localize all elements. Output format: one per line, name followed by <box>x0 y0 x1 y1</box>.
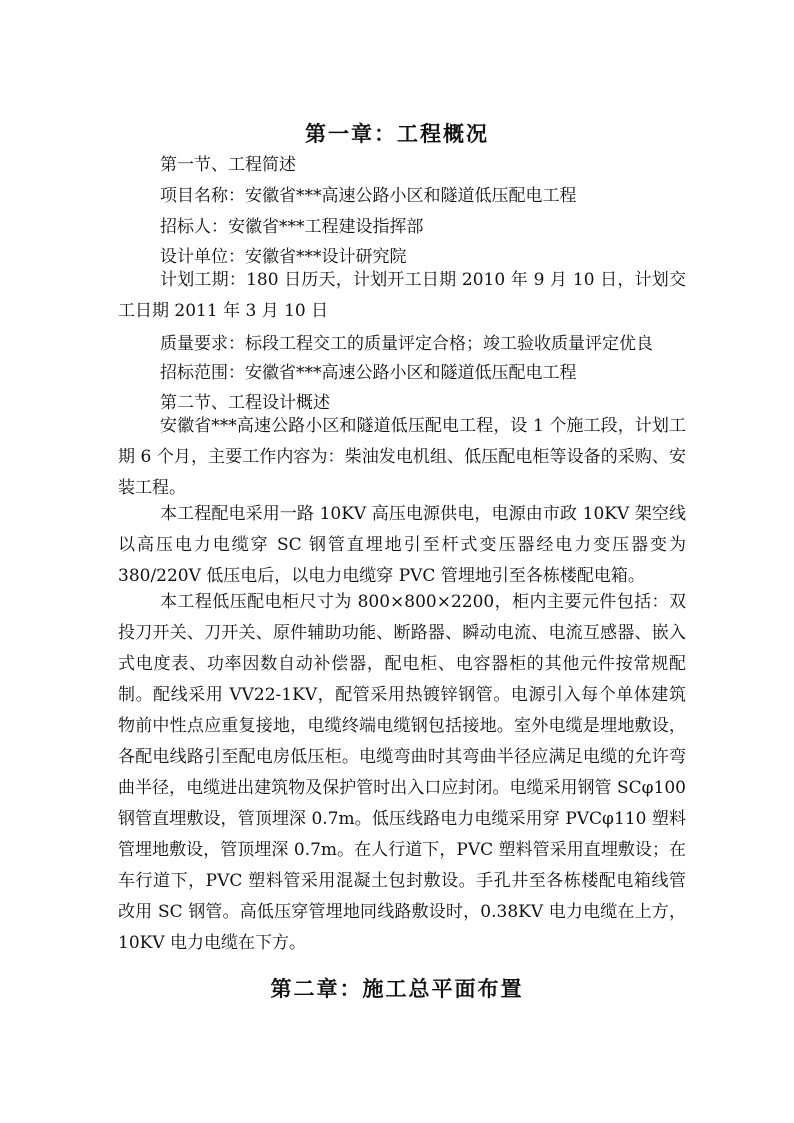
project-name: 项目名称：安徽省***高速公路小区和隧道低压配电工程 <box>160 186 577 206</box>
chapter-1-title: 第一章：工程概况 <box>305 121 489 146</box>
design-paragraph-2: 本工程配电采用一路 10KV 高压电源供电，电源由市政 10KV 架空线以高压电力电缆穿 SC 钢管直埋地引至杆式变压器经电力变压器变为 380/220V 低压电后，以电力电缆穿 PVC 管埋地引至各栋楼配电箱。 <box>118 504 686 586</box>
design-paragraph-3: 本工程低压配电柜尺寸为 800×800×2200，柜内主要元件包括：双投刀开关、刀开关、原件辅助功能、断路器、瞬动电流、电流互感器、嵌入式电度表、功率因数自动补偿器，配电柜、电容器柜的其他元件按常规配制。配线采用 VV22-1KV，配管采用热镀锌钢管。电源引入每个单体建筑物前中性点应重复接地，电缆终端电缆钢包括接地。室外电缆是埋地敷设，各配电线路引至配电房低压柜。电缆弯曲时其弯曲半径应满足电缆的允许弯曲半径，电缆进出建筑物及保护管时出入口应封闭。电缆采用钢管 SCφ100 钢管直埋敷设，管顶埋深 0.7m。低压线路电力电缆采用穿 PVCφ110 塑料管埋地敷设，管顶埋深 0.7m。在人行道下，PVC 塑料管采用直埋敷设；在车行道下，PVC 塑料管采用混凝土包封敷设。手孔井至各栋楼配电箱线管改用 SC 钢管。高低压穿管埋地同线路敷设时，0.38KV 电力电缆在上方，10KV 电力电缆在下方。 <box>118 592 686 953</box>
design-paragraph-1: 安徽省***高速公路小区和隧道低压配电工程，设 1 个施工段，计划工期 6 个月，主要工作内容为：柴油发电机组、低压配电柜等设备的采购、安装工程。 <box>118 416 686 498</box>
quality-requirement: 质量要求：标段工程交工的质量评定合格；竣工验收质量评定优良 <box>160 334 653 354</box>
section-2-heading: 第二节、工程设计概述 <box>160 393 330 413</box>
design-unit: 设计单位：安徽省***设计研究院 <box>160 247 407 267</box>
section-1-heading: 第一节、工程简述 <box>160 155 296 175</box>
chapter-2-title: 第二章：施工总平面布置 <box>270 976 524 1001</box>
tender-scope: 招标范围：安徽省***高速公路小区和隧道低压配电工程 <box>160 363 577 383</box>
schedule: 计划工期：180 日历天，计划开工日期 2010 年 9 月 10 日，计划交工日期 2011 年 3 月 10 日 <box>118 270 686 321</box>
tenderer: 招标人：安徽省***工程建设指挥部 <box>160 217 424 237</box>
